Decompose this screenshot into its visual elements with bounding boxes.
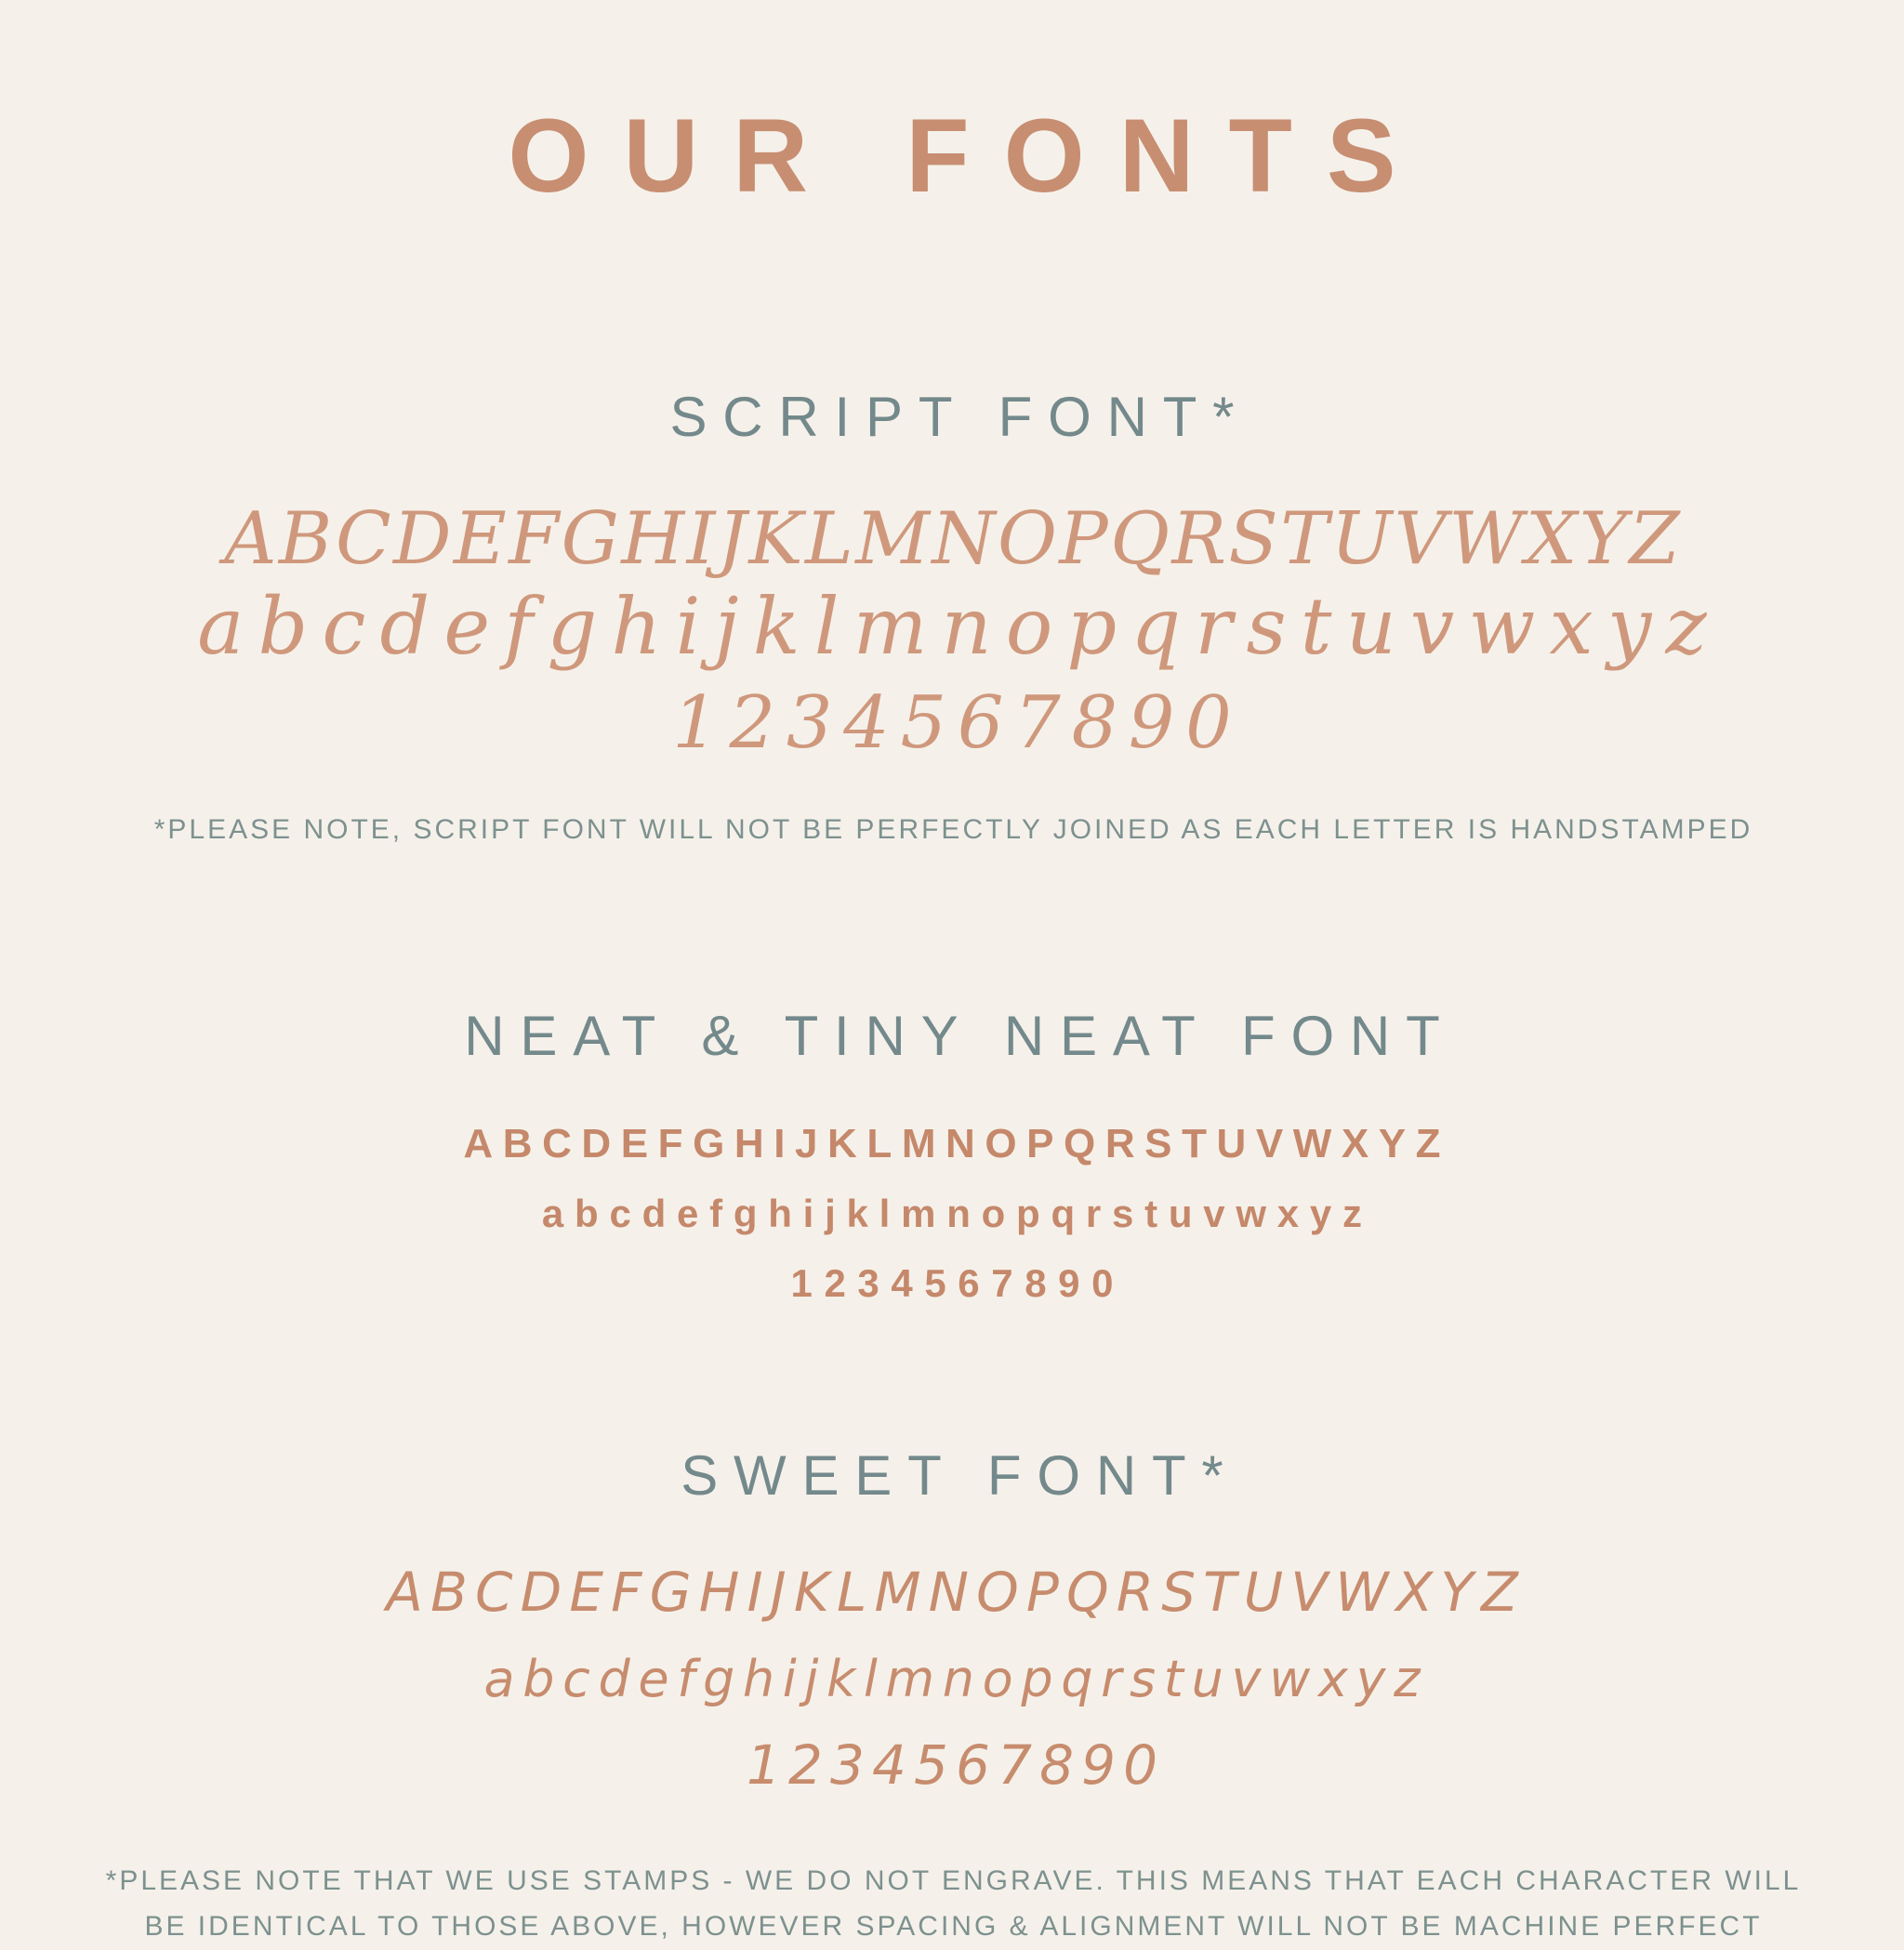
page-title: OUR FONTS <box>508 98 1431 214</box>
neat-uppercase-alphabet: ABCDEFGHIJKLMNOPQRSTUVWXYZ <box>463 1121 1451 1167</box>
neat-lowercase-alphabet: abcdefghijklmnopqrstuvwxyz <box>541 1192 1373 1236</box>
script-lowercase-alphabet: abcdefghijklmnopqrstuvwxyz <box>197 581 1721 673</box>
neat-font-heading: NEAT & TINY NEAT FONT <box>464 1004 1456 1067</box>
script-uppercase-alphabet: ABCDEFGHIJKLMNOPQRSTUVWXYZ <box>224 496 1683 581</box>
script-numbers: 1234567890 <box>672 681 1243 766</box>
sweet-uppercase-alphabet: ABCDEFGHIJKLMNOPQRSTUVWXYZ <box>386 1561 1526 1625</box>
neat-font-section <box>463 936 1456 1306</box>
sweet-lowercase-alphabet: abcdefghijklmnopqrstuvwxyz <box>483 1649 1429 1708</box>
script-font-section <box>154 278 1751 875</box>
sweet-numbers: 1234567890 <box>746 1733 1166 1797</box>
sweet-font-heading: SWEET FONT* <box>681 1444 1239 1508</box>
stamps-disclaimer-note: *PLEASE NOTE THAT WE USE STAMPS - WE DO NOT ENGRAVE. THIS MEANS THAT EACH CHARACTER WILL BE IDENTICAL TO THOSE ABOVE, HOWEVER SPACING & ALIGNMENT WILL NOT BE MACHINE PERFECT <box>105 1864 1802 1943</box>
script-font-heading: SCRIPT FONT* <box>669 386 1250 449</box>
sweet-font-section <box>386 1377 1526 1798</box>
neat-numbers: 1234567890 <box>790 1261 1126 1306</box>
script-font-note: *PLEASE NOTE, SCRIPT FONT WILL NOT BE PERFECTLY JOINED AS EACH LETTER IS HANDSTAMPED <box>153 813 1753 845</box>
